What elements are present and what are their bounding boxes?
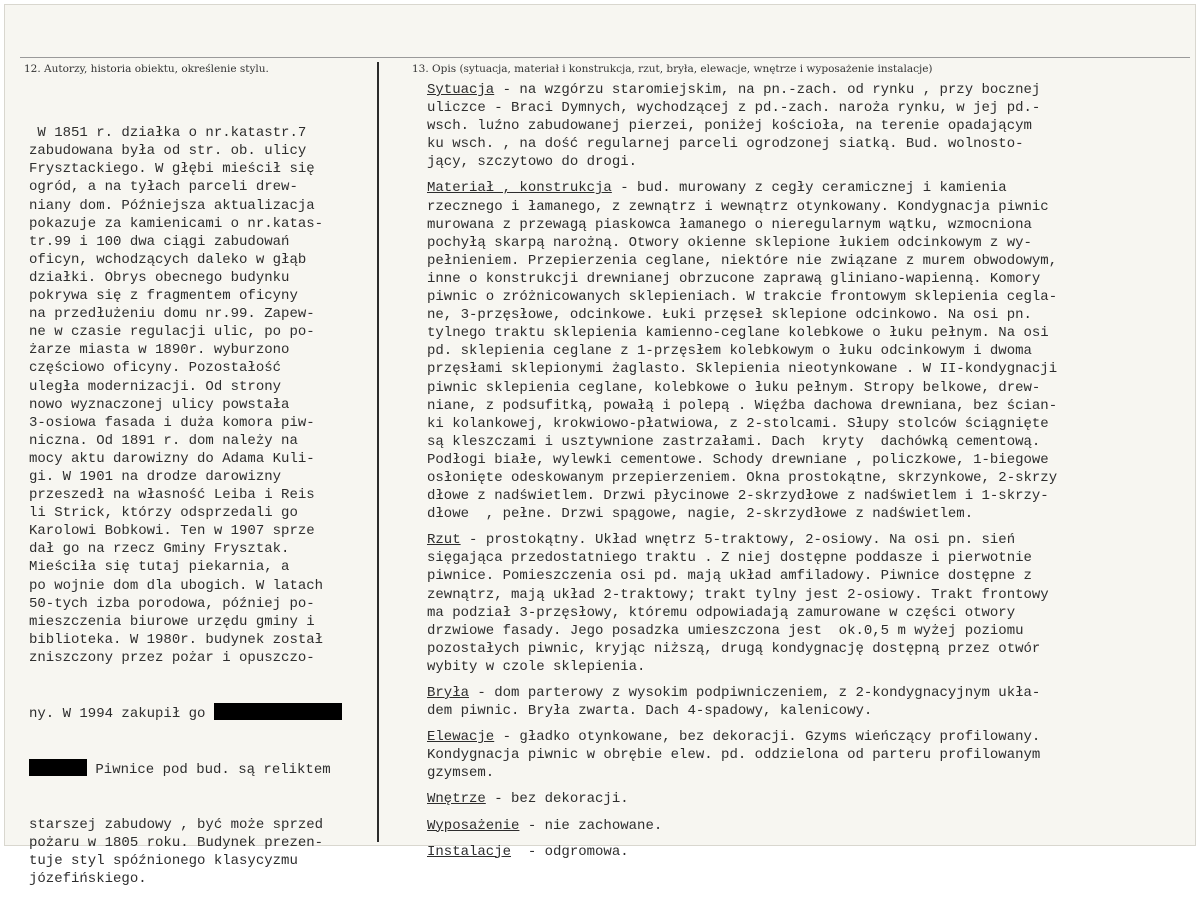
redaction-box: [29, 759, 87, 776]
history-line: zabudowana była od str. ob. ulicy: [29, 143, 307, 160]
description-section: [427, 531, 1187, 676]
history-line: li Strick, którzy odsprzedali go: [29, 505, 298, 522]
description-section: [427, 179, 1187, 523]
history-line: Karolowi Bobkowi. Ten w 1907 sprze: [29, 523, 315, 540]
section-12-header: 12. Autorzy, historia obiektu, określenie stylu.: [24, 63, 269, 75]
history-line: tr.99 i 100 dwa ciągi zabudowań: [29, 233, 290, 250]
description-line: Rzut - prostokątny. Układ wnętrz 5-traktowy, 2-osiowy. Na osi pn. sień: [427, 532, 1016, 549]
history-text: [29, 88, 377, 906]
description-line: przęsłami sklepionymi żaglasto. Sklepienia nieotynkowane . W II-kondygnacji: [427, 361, 1058, 378]
description-line: gzymsem.: [427, 765, 495, 782]
history-line: na przedłużeniu domu nr.99. Zapew-: [29, 306, 315, 323]
section-13-header: 13. Opis (sytuacja, materiał i konstrukcja, rzut, bryła, elewacje, wnętrze i wyposażenie instalacje): [412, 63, 933, 75]
description-line: niane, z podsufitką, powałą i polepą . Więźba dachowa drewniana, bez ścian-: [427, 397, 1058, 414]
description-line: sięgająca przedostatniego traktu . Z niej dostępne poddasze i pierwotnie: [427, 550, 1032, 567]
history-line: biblioteka. W 1980r. budynek został: [29, 631, 324, 648]
history-lines: [29, 124, 377, 667]
history-line: ne w czasie regulacji ulic, po po-: [29, 324, 315, 341]
history-line: niany dom. Późniejsza aktualizacja: [29, 197, 315, 214]
description-line: pochyłą skarpą narożną. Otwory okienne sklepione łukiem odcinkowym z wy-: [427, 234, 1032, 251]
description-line: Sytuacja - na wzgórzu staromiejskim, na pn.-zach. od rynku , przy bocznej: [427, 82, 1041, 98]
history-line: ogród, a na tyłach parceli drew-: [29, 179, 298, 196]
description-line: wybity w czole sklepienia.: [427, 658, 646, 675]
section-label: Bryła: [427, 685, 470, 701]
redaction-box: [214, 703, 342, 720]
history-line: zniszczony przez pożar i opuszczo-: [29, 649, 315, 666]
description-line: ne, 3-przęsłowe, odcinkowe. Łuki przęseł sklepione odcinkowo. Na osi pn.: [427, 307, 1032, 324]
history-line: 3-osiowa fasada i duża komora piw-: [29, 414, 315, 431]
description-line: osłonięte odeskowanym przepierzeniem. Okna prostokątne, skrzynkowe, 2-skrzy: [427, 469, 1058, 486]
description-line: pełnieniem. Przepierzenia ceglane, niektóre nie związane z murem obwodowym,: [427, 252, 1058, 269]
description-line: ki kolankowej, krokwiowo-płatwiowa, z 2-stolcami. Słupy stolców ściągnięte: [427, 415, 1049, 432]
history-line-text: ny. W 1994 zakupił go: [29, 706, 214, 723]
description-line: ku wsch. , na dość regularnej parceli ogrodzonej siatką. Bud. wolnosto-: [427, 136, 1024, 153]
history-line-text: Piwnice pod bud. są reliktem: [87, 762, 331, 779]
header-rule: [20, 57, 1190, 58]
description-line: dem piwnic. Bryła zwarta. Dach 4-spadowy, kalenicowy.: [427, 703, 873, 720]
section-label: Instalacje: [427, 843, 512, 860]
description-line: piwnic o zróżnicowanych sklepieniach. W trakcie frontowym sklepienia cegla-: [427, 289, 1058, 306]
history-line: żarze miasta w 1890r. wyburzono: [29, 342, 290, 359]
description-line: pd. sklepienia ceglane z 1-przęsłem kolebkowym o łuku odcinkowym i dwoma: [427, 343, 1032, 360]
description-line: Materiał , konstrukcja - bud. murowany z cegły ceramicznej i kamienia: [427, 180, 1007, 197]
history-line: częściowo oficyny. Pozostałość: [29, 360, 282, 377]
description-line: tylnego traktu sklepienia kamienno-ceglane kolebkowe o łuku pełnym. Na osi: [427, 325, 1049, 342]
history-line: józefińskiego.: [29, 871, 147, 888]
description-line: uliczce - Braci Dymnych, wychodzącej z pd.-zach. naroża rynku, w jej pd.-: [427, 100, 1041, 117]
history-line: przeszedł na własność Leiba i Reis: [29, 487, 315, 504]
description-text: [427, 81, 1187, 861]
history-line: działki. Obrys obecnego budynku: [29, 269, 290, 286]
history-line-redacted-1: [29, 703, 377, 723]
section-label: Wyposażenie: [427, 817, 520, 834]
history-line: Mieściła się tutaj piekarnia, a: [29, 559, 290, 576]
history-line: po wojnie dom dla ubogich. W latach: [29, 577, 324, 594]
description-line: dłowe , pełne. Drzwi spągowe, nagie, 2-skrzydłowe z nadświetlem.: [427, 506, 974, 523]
description-line: Wyposażenie - nie zachowane.: [427, 817, 663, 834]
description-line: pozostałych piwnic, kryjąc niższą, drugą kondygnację dostępną przez otwór: [427, 640, 1041, 657]
history-line: W 1851 r. działka o nr.katastr.7: [29, 125, 307, 142]
description-line: rzecznego i łamanego, z zewnątrz i wewnątrz otynkowany. Kondygnacja piwnic: [427, 198, 1049, 215]
history-line: pożaru w 1805 roku. Budynek prezen-: [29, 834, 324, 851]
description-line: Wnętrze - bez dekoracji.: [427, 791, 629, 808]
history-line: 50-tych izba porodowa, później po-: [29, 595, 315, 612]
history-line: niczna. Od 1891 r. dom należy na: [29, 432, 298, 449]
history-line: mocy aktu darowizny do Adama Kuli-: [29, 450, 315, 467]
history-line: Frysztackiego. W głębi mieścił się: [29, 161, 315, 178]
history-line: nowo wyznaczonej ulicy powstała: [29, 396, 290, 413]
history-tail-lines: [29, 816, 377, 888]
description-line: Bryła - dom parterowy z wysokim podpiwniczeniem, z 2-kondygnacyjnym ukła-: [427, 685, 1041, 701]
description-line: inne o konstrukcji drewnianej obrzucone zaprawą gliniano-wapienną. Komory: [427, 270, 1041, 287]
description-line: piwnice. Pomieszczenia osi pd. mają układ amfiladowy. Piwnice dostępne z: [427, 568, 1032, 585]
description-line: Elewacje - gładko otynkowane, bez dekoracji. Gzyms wieńczący profilowany.: [427, 729, 1041, 746]
history-line: uległa modernizacji. Od strony: [29, 378, 282, 395]
description-line: jący, szczytowo do drogi.: [427, 154, 638, 171]
section-label: Materiał , konstrukcja: [427, 180, 612, 197]
description-line: wsch. luźno zabudowanej pierzei, poniżej kościoła, na terenie opadającym: [427, 118, 1032, 135]
description-section: [427, 790, 1187, 808]
description-line: Kondygnacja piwnic w obrębie elew. pd. oddzielona od parteru profilowanym: [427, 747, 1041, 764]
description-section: [427, 684, 1187, 720]
description-section: [427, 728, 1187, 782]
history-line: pokazuje za kamienicami o nr.katas-: [29, 215, 324, 232]
description-line: dłowe z nadświetlem. Drzwi płycinowe 2-skrzydłowe z nadświetlem i 1-skrzy-: [427, 488, 1049, 505]
column-divider: [377, 62, 379, 842]
section-label: Wnętrze: [427, 791, 486, 808]
description-line: są kleszczami i usztywnione zastrzałami. Dach kryty dachówką cementową.: [427, 433, 1041, 450]
history-line: pokrywa się z fragmentem oficyny: [29, 288, 298, 305]
description-line: zewnątrz, mają układ 2-traktowy; trakt tylny jest 2-osiowy. Trakt frontowy: [427, 586, 1049, 603]
section-label: Rzut: [427, 532, 461, 549]
description-section: [427, 81, 1187, 171]
history-line-redacted-2: [29, 759, 377, 779]
history-line: mieszczenia biurowe urzędu gminy i: [29, 613, 315, 630]
description-line: Podłogi białe, wylewki cementowe. Schody drewniane , policzkowe, 1-biegowe: [427, 451, 1049, 468]
section-label: Sytuacja: [427, 82, 495, 98]
history-line: dał go na rzecz Gminy Frysztak.: [29, 541, 290, 558]
history-line: starszej zabudowy , być może sprzed: [29, 816, 324, 833]
section-label: Elewacje: [427, 729, 495, 746]
description-line: Instalacje - odgromowa.: [427, 843, 629, 860]
description-line: ma podział 3-przęsłowy, któremu odpowiadają zamurowane w części otwory: [427, 604, 1016, 621]
history-line: tuje styl spóźnionego klasycyzmu: [29, 852, 298, 869]
description-section: [427, 843, 1187, 861]
description-line: drzwiowe fasady. Jego posadzka umieszczona jest ok.0,5 m wyżej poziomu: [427, 622, 1024, 639]
description-line: piwnic sklepienia ceglane, kolebkowe o łuku pełnym. Stropy belkowe, drew-: [427, 379, 1041, 396]
description-line: murowana z przewagą piaskowca łamanego o nieregularnym wątku, wzmocniona: [427, 216, 1032, 233]
history-line: gi. W 1901 na drodze darowizny: [29, 468, 282, 485]
history-line: oficyn, wchodzących daleko w głąb: [29, 251, 307, 268]
description-section: [427, 817, 1187, 835]
